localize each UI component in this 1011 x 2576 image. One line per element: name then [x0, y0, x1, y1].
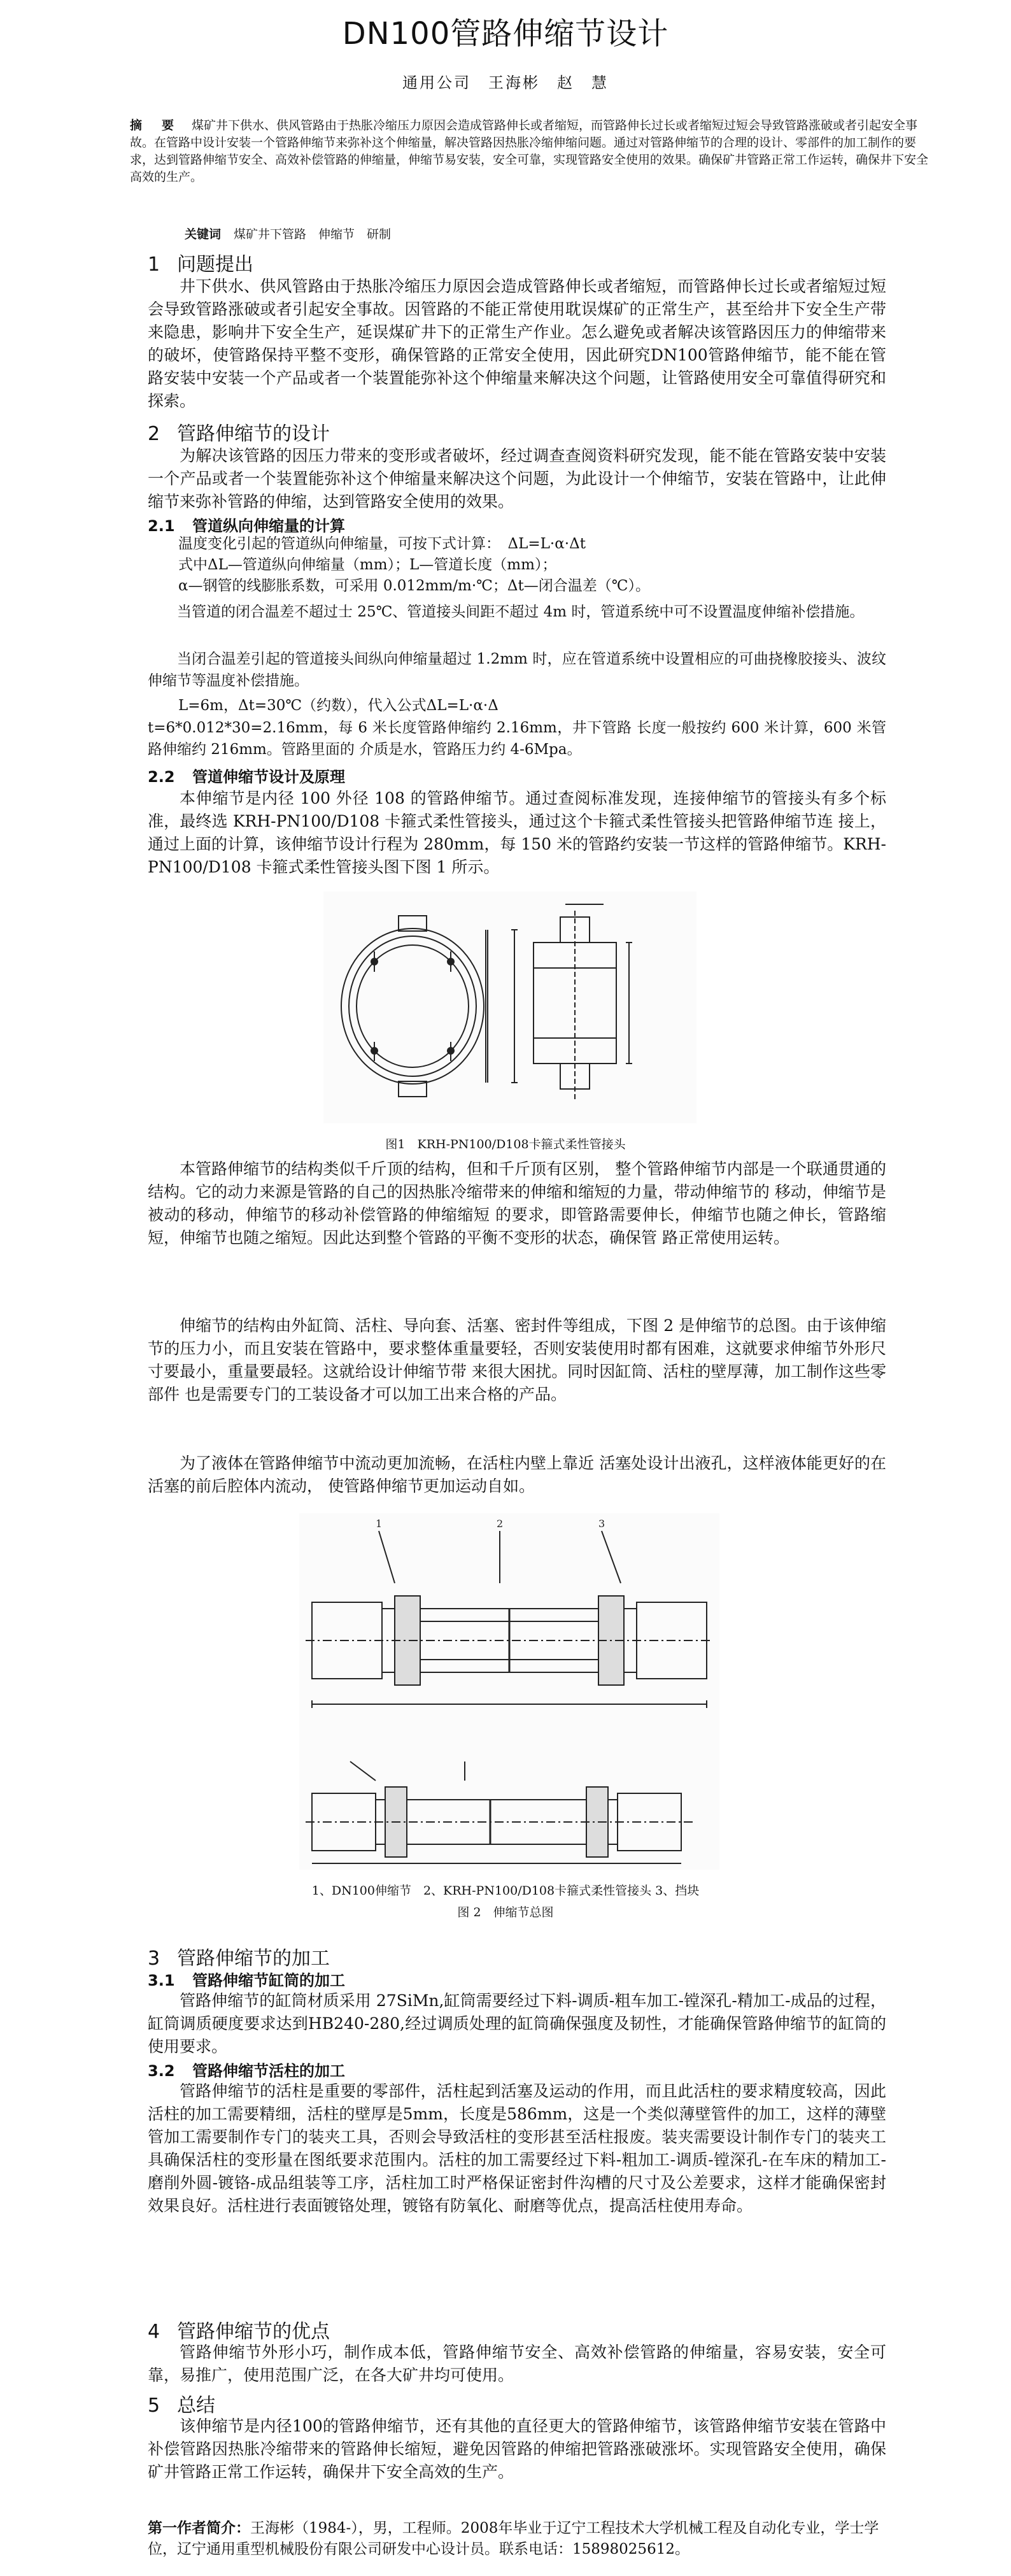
section-3-1-paragraph: 管路伸缩节的缸筒材质采用 27SiMn,缸筒需要经过下料-调质-粗车加工-镗深孔-精加工-成品的过程，缸筒调质硬度要求达到HB240-280,经过调质处理的缸筒确保强度及韧性，才能确保管路伸缩节的缸筒的使用要求。: [148, 1991, 886, 2056]
abstract: [130, 117, 935, 186]
section-title: 管道纵向伸缩量的计算: [192, 517, 345, 535]
abstract-text: 煤矿井下供水、供风管路由于热胀冷缩压力原因会造成管路伸长或者缩短，而管路伸长过长或者缩短过短会导致管路涨破或者引起安全事故。在管路中设计安装一个管路伸缩节来弥补这个伸缩量，解决管路因热胀冷缩伸缩问题。通过对管路伸缩节的合理的设计、零部件的加工制作的要求，达到管路伸缩节安全、高效补偿管路的伸缩量，伸缩节易安装，安全可靠，实现管路安全使用的效果。确保矿井管路正常工作运转，确保井下安全高效的生产。: [130, 118, 929, 184]
section-title: 问题提出: [177, 253, 253, 276]
keywords: [185, 225, 885, 242]
figure-1-drawing: [323, 892, 696, 1123]
section-number: 2.1: [148, 517, 175, 535]
section-2-1-paragraph: 当闭合温差引起的管道接头间纵向伸缩量超过 1.2mm 时，应在管道系统中设置相应的可曲挠橡胶接头、波纹伸缩节等温度补偿措施。: [148, 651, 886, 689]
section-title: 管路伸缩节的优点: [177, 2321, 330, 2343]
author-bio: [148, 2518, 886, 2560]
section-2-1-heading: [148, 513, 345, 536]
section-2-2-paragraph: 本伸缩节是内径 100 外径 108 的管路伸缩节。通过查阅标准发现，连接伸缩节的管接头有多个标准，最终选 KRH-PN100/D108 卡箍式柔性管接头，通过这个卡箍式柔性管接头把管路伸缩节连 接上，通过上面的计算，该伸缩节设计行程为 280mm，每 150 米的管路约安装一节这样的管路伸缩节。KRH-PN100/D108 卡箍式柔性管接头图下图 1 所示。: [148, 789, 886, 876]
section-number: 1: [148, 253, 160, 276]
section-1-heading: [148, 248, 253, 276]
section-number: 3.1: [148, 1972, 175, 1989]
section-3-heading: [148, 1942, 330, 1970]
fig2-label-3: 3: [598, 1518, 605, 1530]
section-2-2-paragraph: 伸缩节的结构由外缸筒、活柱、导向套、活塞、密封件等组成，下图 2 是伸缩节的总图。由于该伸缩节的压力小，而且安装在管路中，要求整体重量要轻，否则安装使用时都有困难，这就要求伸缩节外形尺寸要最小，重量要最轻。这就给设计伸缩节带 来很大困扰。同时因缸筒、活柱的壁厚薄，加工制作这些零部件 也是需要专门的工装设备才可以加工出来合格的产品。: [148, 1316, 886, 1404]
section-2-2-heading: [148, 764, 345, 786]
section-4-heading: [148, 2316, 330, 2344]
section-title: 管路伸缩节的设计: [177, 423, 330, 445]
section-3-1-heading: [148, 1968, 345, 1990]
section-5-paragraph: 该伸缩节是内径100的管路伸缩节，还有其他的直径更大的管路伸缩节，该管路伸缩节安装在管路中补偿管路因热胀冷缩带来的管路伸长缩短，避免因管路的伸缩把管路涨破涨坏。实现管路安全使用，确保矿井管路正常工作运转，确保井下安全高效的生产。: [148, 2417, 886, 2481]
section-2-paragraph: 为解决该管路的因压力带来的变形或者破坏，经过调查查阅资料研究发现，能不能在管路安装中安装一个产品或者一个装置能弥补这个伸缩量来解决这个问题，为此设计一个伸缩节，安装在管路中，让此伸缩节来弥补管路的伸缩，达到管路安全使用的效果。: [148, 446, 886, 511]
figure-2-caption: 图 2 伸缩节总图: [457, 1905, 554, 1919]
calc-line: [178, 695, 917, 716]
section-3-2-paragraph: 管路伸缩节的活柱是重要的零部件，活柱起到活塞及运动的作用，而且此活柱的要求精度较高，因此活柱的加工需要精细，活柱的壁厚是5mm，长度是586mm，这是一个类似薄壁管件的加工，这样的薄壁管加工需要制作专门的装夹工具，否则会导致活柱的变形甚至活柱报废。装夹需要设计制作专门的装夹工具确保活柱的变形量在图纸要求范围内。活柱的加工需要经过下料-粗加工-调质-镗深孔-在车床的精加工-磨削外圆-镀铬-成品组装等工序，活柱加工时严格保证密封件沟槽的尺寸及公差要求，这样才能确保密封效果良好。活柱进行表面镀铬处理，镀铬有防氧化、耐磨等优点，提高活柱使用寿命。: [148, 2082, 886, 2215]
figure-1-caption: 图1 KRH-PN100/D108卡箍式柔性管接头: [385, 1137, 626, 1151]
section-number: 5: [148, 2395, 160, 2417]
section-title: 管路伸缩节缸筒的加工: [192, 1972, 345, 1989]
calc-text: L=6m，Δt=30℃（约数），代入公式ΔL=L·α·Δ: [178, 697, 498, 714]
figure-2-legend: 1、DN100伸缩节 2、KRH-PN100/D108卡箍式柔性管接头 3、挡块: [311, 1884, 700, 1898]
section-number: 3: [148, 1947, 160, 1970]
calc-result: t=6*0.012*30=2.16mm，每 6 米长度管路伸缩约 2.16mm，井下管路 长度一般按约 600 米计算，600 米管路伸缩约 216mm。管路里面的 介质是水，管路压力约 4-6Mpa。: [148, 720, 886, 758]
section-title: 总结: [177, 2395, 215, 2417]
section-5-heading: [148, 2389, 215, 2417]
formula-line: α—钢管的线膨胀系数，可采用 0.012mm/m·℃；Δt—闭合温差（℃）。: [178, 578, 650, 594]
section-4-paragraph: 管路伸缩节外形小巧，制作成本低，管路伸缩节安全、高效补偿管路的伸缩量，容易安装，安全可靠，易推广，使用范围广泛，在各大矿井均可使用。: [148, 2343, 886, 2384]
formula-line: 式中ΔL—管道纵向伸缩量（mm）；L—管道长度（mm）；: [178, 557, 557, 573]
fig2-label-1: 1: [376, 1518, 383, 1530]
section-2-1-paragraph: 当管道的闭合温差不超过士 25℃、管道接头间距不超过 4m 时，管道系统中可不设置温度伸缩补偿措施。: [177, 604, 865, 620]
author-bio-text: 王海彬（1984-），男，工程师。2008年毕业于辽宁工程技术大学机械工程及自动化专业，学士学位，辽宁通用重型机械股份有限公司研发中心设计员。联系电话：15898025612。: [148, 2520, 879, 2558]
section-2-heading: [148, 418, 330, 446]
clamp-coupling-drawing: [323, 892, 696, 1123]
section-number: 4: [148, 2321, 160, 2343]
fig2-label-2: 2: [497, 1518, 504, 1530]
paper-authors: 通用公司 王海彬 赵 慧: [402, 74, 609, 92]
section-number: 3.2: [148, 2062, 175, 2080]
section-title: 管道伸缩节设计及原理: [192, 768, 345, 786]
keywords-label: 关键词: [185, 227, 222, 241]
author-bio-label: 第一作者简介：: [148, 2520, 250, 2537]
section-number: 2: [148, 423, 160, 445]
section-title: 管路伸缩节的加工: [177, 1947, 330, 1970]
formula-line: 温度变化引起的管道纵向伸缩量，可按下式计算： ΔL=L·α·Δt: [178, 536, 586, 552]
figure-2-drawing: [299, 1513, 719, 1870]
keywords-text: 煤矿井下管路 伸缩节 研制: [234, 227, 392, 241]
section-2-2-paragraph: 本管路伸缩节的结构类似千斤顶的结构，但和千斤顶有区别， 整个管路伸缩节内部是一个联通贯通的结构。它的动力来源是管路的自己的因热胀冷缩带来的伸缩和缩短的力量，带动伸缩节的 移动，伸缩节是被动的移动，伸缩节的移动补偿管路的伸缩缩短 的要求，即管路需要伸长，伸缩节也随之伸长，管路缩短，伸缩节也随之缩短。因此达到整个管路的平衡不变形的状态，确保管 路正常使用运转。: [148, 1160, 886, 1247]
section-title: 管路伸缩节活柱的加工: [192, 2062, 345, 2080]
abstract-label: 摘 要: [130, 118, 178, 132]
expansion-joint-assembly-drawing: [299, 1513, 719, 1870]
section-1-paragraph: 井下供水、供风管路由于热胀冷缩压力原因会造成管路伸长或者缩短，而管路伸长过长或者缩短过短会导致管路涨破或者引起安全事故。因管路的不能正常使用耽误煤矿的正常生产，甚至给井下安全生产带来隐患，影响井下安全生产，延误煤矿井下的正常生产作业。怎么避免或者解决该管路因压力的伸缩带来的破坏，使管路保持平整不变形，确保管路的正常安全使用，因此研究DN100管路伸缩节，能不能在管路安装中安装一个产品或者一个装置能弥补这个伸缩量来解决这个问题，让管路使用安全可靠值得研究和探索。: [148, 277, 886, 410]
formula-lines: [178, 534, 917, 597]
section-3-2-heading: [148, 2058, 345, 2081]
section-number: 2.2: [148, 768, 175, 786]
paper-title: DN100管路伸缩节设计: [342, 16, 669, 52]
section-2-2-paragraph: 为了液体在管路伸缩节中流动更加流畅，在活柱内壁上靠近 活塞处设计出液孔，这样液体能更好的在活塞的前后腔体内流动， 使管路伸缩节更加运动自如。: [148, 1454, 886, 1495]
